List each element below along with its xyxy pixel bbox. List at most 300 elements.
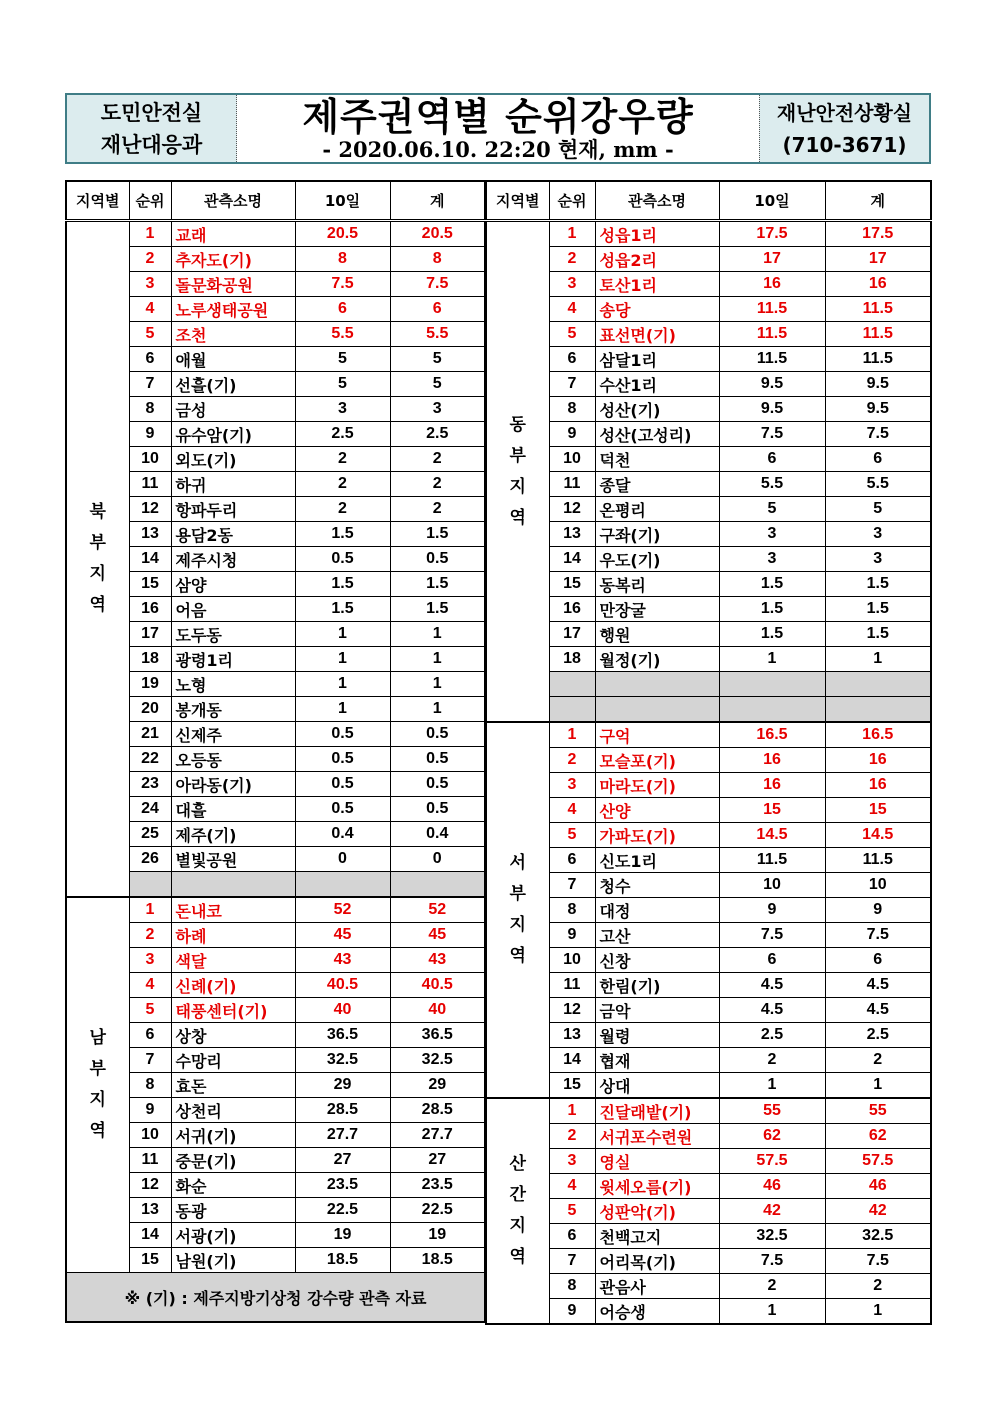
rank-cell: 12 <box>549 998 595 1023</box>
table-row <box>486 1199 931 1224</box>
today-rain-cell: 18.5 <box>295 1248 390 1273</box>
station-name-cell: 성산(기) <box>595 397 719 422</box>
table-row <box>486 247 931 272</box>
today-rain-cell: 7.5 <box>719 923 825 948</box>
rank-cell: 25 <box>129 822 171 847</box>
rank-cell: 8 <box>549 898 595 923</box>
total-rain-cell: 17 <box>825 247 931 272</box>
today-rain-cell: 17.5 <box>719 221 825 247</box>
table-row <box>66 372 485 397</box>
total-rain-cell: 14.5 <box>825 823 931 848</box>
today-rain-cell: 16 <box>719 272 825 297</box>
total-rain-cell: 4.5 <box>825 973 931 998</box>
today-rain-cell: 1 <box>295 697 390 722</box>
table-row <box>66 1048 485 1073</box>
today-rain-cell: 42 <box>719 1199 825 1224</box>
table-row <box>486 1224 931 1249</box>
table-row <box>486 1098 931 1124</box>
table-row <box>66 847 485 872</box>
station-name-cell: 신례(기) <box>171 973 295 998</box>
today-rain-cell: 2 <box>719 1274 825 1299</box>
total-rain-cell: 5 <box>390 372 485 397</box>
empty-cell <box>549 697 595 723</box>
rank-cell: 5 <box>549 1199 595 1224</box>
station-name-cell: 남원(기) <box>171 1248 295 1273</box>
station-name-cell: 도두동 <box>171 622 295 647</box>
empty-cell <box>595 697 719 723</box>
today-rain-cell: 0.5 <box>295 547 390 572</box>
today-rain-cell: 5 <box>719 497 825 522</box>
total-rain-cell: 3 <box>825 522 931 547</box>
station-name-cell: 대정 <box>595 898 719 923</box>
rank-cell: 4 <box>549 1174 595 1199</box>
station-name-cell: 구억 <box>595 722 719 748</box>
station-name-cell: 태풍센터(기) <box>171 998 295 1023</box>
today-rain-cell: 11.5 <box>719 297 825 322</box>
total-rain-cell: 9 <box>825 898 931 923</box>
station-name-cell: 월정(기) <box>595 647 719 672</box>
rank-cell: 7 <box>549 1249 595 1274</box>
table-row <box>486 998 931 1023</box>
station-name-cell: 관음사 <box>595 1274 719 1299</box>
total-rain-cell: 1 <box>825 1299 931 1325</box>
total-rain-cell: 22.5 <box>390 1198 485 1223</box>
total-rain-cell: 1 <box>825 1073 931 1099</box>
today-rain-cell: 10 <box>719 873 825 898</box>
today-rain-cell: 6 <box>719 447 825 472</box>
left-rainfall-table <box>65 180 486 1323</box>
station-name-cell: 노형 <box>171 672 295 697</box>
rank-cell: 9 <box>549 422 595 447</box>
station-name-cell: 외도(기) <box>171 447 295 472</box>
region-label-mountain: 산 간 지 역 <box>486 1098 549 1324</box>
total-rain-cell: 7.5 <box>825 422 931 447</box>
today-rain-cell: 1 <box>719 1073 825 1099</box>
rank-cell: 6 <box>549 1224 595 1249</box>
station-name-cell: 구좌(기) <box>595 522 719 547</box>
station-name-cell: 유수암(기) <box>171 422 295 447</box>
table-row <box>486 547 931 572</box>
today-rain-cell: 1.5 <box>295 572 390 597</box>
table-row <box>486 973 931 998</box>
total-rain-cell: 0.4 <box>390 822 485 847</box>
footnote: ※ (기) : 제주지방기상청 강수량 관측 자료 <box>66 1273 485 1323</box>
region-label-west: 서 부 지 역 <box>486 722 549 1098</box>
report-header <box>65 93 931 164</box>
today-rain-cell: 1 <box>295 622 390 647</box>
total-rain-cell: 2 <box>390 497 485 522</box>
table-row <box>66 822 485 847</box>
col-today: 10일 <box>719 181 825 221</box>
table-row <box>66 647 485 672</box>
rank-cell: 5 <box>129 998 171 1023</box>
today-rain-cell: 27.7 <box>295 1123 390 1148</box>
station-name-cell: 산양 <box>595 798 719 823</box>
table-row <box>486 1149 931 1174</box>
today-rain-cell: 23.5 <box>295 1173 390 1198</box>
rank-cell: 13 <box>129 522 171 547</box>
total-rain-cell: 40 <box>390 998 485 1023</box>
table-row <box>66 897 485 923</box>
total-rain-cell: 36.5 <box>390 1023 485 1048</box>
table-row <box>66 973 485 998</box>
rank-cell: 4 <box>549 798 595 823</box>
today-rain-cell: 4.5 <box>719 973 825 998</box>
rank-cell: 9 <box>549 923 595 948</box>
total-rain-cell: 7.5 <box>390 272 485 297</box>
station-name-cell: 마라도(기) <box>595 773 719 798</box>
total-rain-cell: 20.5 <box>390 221 485 247</box>
table-row <box>486 322 931 347</box>
rank-cell: 11 <box>129 472 171 497</box>
rank-cell: 11 <box>549 472 595 497</box>
station-name-cell: 고산 <box>595 923 719 948</box>
rank-cell: 4 <box>549 297 595 322</box>
total-rain-cell: 2.5 <box>825 1023 931 1048</box>
table-row <box>66 322 485 347</box>
total-rain-cell: 43 <box>390 948 485 973</box>
table-row <box>66 1123 485 1148</box>
table-row <box>486 923 931 948</box>
today-rain-cell: 17 <box>719 247 825 272</box>
total-rain-cell: 23.5 <box>390 1173 485 1198</box>
station-name-cell: 성읍2리 <box>595 247 719 272</box>
rank-cell: 14 <box>129 1223 171 1248</box>
total-rain-cell: 1 <box>390 647 485 672</box>
rank-cell: 26 <box>129 847 171 872</box>
total-rain-cell: 8 <box>390 247 485 272</box>
office-phone: (710-3671) <box>782 133 907 157</box>
today-rain-cell: 2 <box>719 1048 825 1073</box>
rank-cell: 15 <box>129 572 171 597</box>
today-rain-cell: 28.5 <box>295 1098 390 1123</box>
col-total: 계 <box>390 181 485 221</box>
total-rain-cell: 5 <box>390 347 485 372</box>
station-name-cell: 서귀(기) <box>171 1123 295 1148</box>
table-row <box>66 1073 485 1098</box>
station-name-cell: 아라동(기) <box>171 772 295 797</box>
station-name-cell: 진달래밭(기) <box>595 1098 719 1124</box>
office-name: 재난안전상황실 <box>776 101 913 125</box>
total-rain-cell: 1.5 <box>390 522 485 547</box>
rank-cell: 14 <box>549 547 595 572</box>
today-rain-cell: 0.5 <box>295 747 390 772</box>
today-rain-cell: 1 <box>295 672 390 697</box>
table-row <box>486 572 931 597</box>
table-row <box>486 898 931 923</box>
rank-cell: 18 <box>129 647 171 672</box>
contact-label <box>759 95 929 162</box>
total-rain-cell: 1 <box>390 672 485 697</box>
today-rain-cell: 11.5 <box>719 347 825 372</box>
total-rain-cell: 16.5 <box>825 722 931 748</box>
rank-cell: 5 <box>549 322 595 347</box>
table-row <box>486 447 931 472</box>
today-rain-cell: 57.5 <box>719 1149 825 1174</box>
empty-cell <box>549 672 595 697</box>
today-rain-cell: 9.5 <box>719 372 825 397</box>
table-row <box>66 772 485 797</box>
total-rain-cell: 5.5 <box>825 472 931 497</box>
station-name-cell: 월령 <box>595 1023 719 1048</box>
table-row <box>486 522 931 547</box>
table-row <box>66 1198 485 1223</box>
rank-cell: 10 <box>129 1123 171 1148</box>
today-rain-cell: 5 <box>295 372 390 397</box>
page-title: 제주권역별 순위강우량 <box>302 95 694 139</box>
empty-cell <box>719 672 825 697</box>
table-row <box>66 497 485 522</box>
empty-row <box>486 672 931 697</box>
station-name-cell: 애월 <box>171 347 295 372</box>
total-rain-cell: 1 <box>390 622 485 647</box>
table-row <box>486 1274 931 1299</box>
station-name-cell: 온평리 <box>595 497 719 522</box>
table-row <box>66 1248 485 1273</box>
table-header-row <box>486 181 931 221</box>
total-rain-cell: 3 <box>390 397 485 422</box>
empty-cell <box>390 872 485 898</box>
rank-cell: 4 <box>129 973 171 998</box>
today-rain-cell: 2.5 <box>295 422 390 447</box>
total-rain-cell: 0.5 <box>390 722 485 747</box>
total-rain-cell: 15 <box>825 798 931 823</box>
rank-cell: 13 <box>549 1023 595 1048</box>
today-rain-cell: 36.5 <box>295 1023 390 1048</box>
table-row <box>486 1023 931 1048</box>
total-rain-cell: 11.5 <box>825 297 931 322</box>
empty-cell <box>295 872 390 898</box>
station-name-cell: 종달 <box>595 472 719 497</box>
table-row <box>66 1023 485 1048</box>
today-rain-cell: 11.5 <box>719 322 825 347</box>
department-line-2: 재난대응과 <box>100 133 203 157</box>
today-rain-cell: 62 <box>719 1124 825 1149</box>
table-row <box>66 747 485 772</box>
table-row <box>66 447 485 472</box>
station-name-cell: 윗세오름(기) <box>595 1174 719 1199</box>
station-name-cell: 어리목(기) <box>595 1249 719 1274</box>
total-rain-cell: 9.5 <box>825 372 931 397</box>
station-name-cell: 오등동 <box>171 747 295 772</box>
station-name-cell: 삼양 <box>171 572 295 597</box>
table-row <box>486 622 931 647</box>
total-rain-cell: 0 <box>390 847 485 872</box>
total-rain-cell: 16 <box>825 748 931 773</box>
table-header-row <box>66 181 485 221</box>
today-rain-cell: 5 <box>295 347 390 372</box>
total-rain-cell: 16 <box>825 272 931 297</box>
today-rain-cell: 19 <box>295 1223 390 1248</box>
rank-cell: 1 <box>549 1098 595 1124</box>
table-row <box>486 297 931 322</box>
rank-cell: 1 <box>129 897 171 923</box>
table-row <box>486 823 931 848</box>
rank-cell: 10 <box>129 447 171 472</box>
empty-cell <box>171 872 295 898</box>
today-rain-cell: 1.5 <box>719 597 825 622</box>
station-name-cell: 하례 <box>171 923 295 948</box>
rank-cell: 1 <box>129 221 171 247</box>
station-name-cell: 제주(기) <box>171 822 295 847</box>
total-rain-cell: 57.5 <box>825 1149 931 1174</box>
station-name-cell: 청수 <box>595 873 719 898</box>
today-rain-cell: 3 <box>719 547 825 572</box>
table-row <box>66 1173 485 1198</box>
total-rain-cell: 27 <box>390 1148 485 1173</box>
table-row <box>486 597 931 622</box>
rank-cell: 21 <box>129 722 171 747</box>
table-row <box>486 497 931 522</box>
col-today: 10일 <box>295 181 390 221</box>
rank-cell: 9 <box>129 422 171 447</box>
today-rain-cell: 29 <box>295 1073 390 1098</box>
today-rain-cell: 16 <box>719 748 825 773</box>
rank-cell: 22 <box>129 747 171 772</box>
table-row <box>66 948 485 973</box>
rank-cell: 1 <box>549 221 595 247</box>
rank-cell: 6 <box>129 347 171 372</box>
rank-cell: 6 <box>549 347 595 372</box>
rank-cell: 19 <box>129 672 171 697</box>
total-rain-cell: 17.5 <box>825 221 931 247</box>
total-rain-cell: 55 <box>825 1098 931 1124</box>
rank-cell: 12 <box>129 1173 171 1198</box>
table-row <box>486 873 931 898</box>
rank-cell: 5 <box>549 823 595 848</box>
rank-cell: 5 <box>129 322 171 347</box>
station-name-cell: 행원 <box>595 622 719 647</box>
today-rain-cell: 0.5 <box>295 772 390 797</box>
total-rain-cell: 52 <box>390 897 485 923</box>
timestamp-subtitle: - 2020.06.10. 22:20 현재, mm - <box>322 137 674 162</box>
table-row <box>486 748 931 773</box>
title-block <box>237 95 759 162</box>
station-name-cell: 금악 <box>595 998 719 1023</box>
department-label <box>67 95 237 162</box>
empty-cell <box>129 872 171 898</box>
today-rain-cell: 8 <box>295 247 390 272</box>
rank-cell: 12 <box>129 497 171 522</box>
total-rain-cell: 7.5 <box>825 923 931 948</box>
today-rain-cell: 5.5 <box>295 322 390 347</box>
table-row <box>66 572 485 597</box>
station-name-cell: 영실 <box>595 1149 719 1174</box>
rank-cell: 17 <box>129 622 171 647</box>
footnote-row <box>66 1273 485 1323</box>
station-name-cell: 제주시청 <box>171 547 295 572</box>
today-rain-cell: 20.5 <box>295 221 390 247</box>
today-rain-cell: 11.5 <box>719 848 825 873</box>
station-name-cell: 금성 <box>171 397 295 422</box>
today-rain-cell: 0 <box>295 847 390 872</box>
total-rain-cell: 3 <box>825 547 931 572</box>
station-name-cell: 광령1리 <box>171 647 295 672</box>
rank-cell: 16 <box>129 597 171 622</box>
today-rain-cell: 43 <box>295 948 390 973</box>
rank-cell: 11 <box>129 1148 171 1173</box>
station-name-cell: 신도1리 <box>595 848 719 873</box>
table-row <box>486 422 931 447</box>
today-rain-cell: 0.5 <box>295 797 390 822</box>
total-rain-cell: 42 <box>825 1199 931 1224</box>
empty-cell <box>595 672 719 697</box>
today-rain-cell: 15 <box>719 798 825 823</box>
today-rain-cell: 2.5 <box>719 1023 825 1048</box>
total-rain-cell: 29 <box>390 1073 485 1098</box>
station-name-cell: 상창 <box>171 1023 295 1048</box>
today-rain-cell: 5.5 <box>719 472 825 497</box>
rank-cell: 7 <box>129 372 171 397</box>
table-row <box>66 397 485 422</box>
today-rain-cell: 16 <box>719 773 825 798</box>
total-rain-cell: 32.5 <box>390 1048 485 1073</box>
col-region: 지역별 <box>66 181 129 221</box>
col-total: 계 <box>825 181 931 221</box>
today-rain-cell: 1.5 <box>719 622 825 647</box>
total-rain-cell: 27.7 <box>390 1123 485 1148</box>
today-rain-cell: 6 <box>295 297 390 322</box>
station-name-cell: 돌문화공원 <box>171 272 295 297</box>
table-row <box>66 722 485 747</box>
today-rain-cell: 2 <box>295 497 390 522</box>
station-name-cell: 색달 <box>171 948 295 973</box>
station-name-cell: 신창 <box>595 948 719 973</box>
station-name-cell: 동복리 <box>595 572 719 597</box>
total-rain-cell: 16 <box>825 773 931 798</box>
today-rain-cell: 1 <box>719 1299 825 1325</box>
region-label-south: 남 부 지 역 <box>66 897 129 1273</box>
today-rain-cell: 1 <box>295 647 390 672</box>
today-rain-cell: 7.5 <box>719 1249 825 1274</box>
table-row <box>486 848 931 873</box>
rank-cell: 2 <box>549 247 595 272</box>
total-rain-cell: 6 <box>390 297 485 322</box>
today-rain-cell: 40.5 <box>295 973 390 998</box>
table-row <box>486 1299 931 1325</box>
region-label-east: 동 부 지 역 <box>486 221 549 723</box>
rank-cell: 10 <box>549 447 595 472</box>
today-rain-cell: 3 <box>719 522 825 547</box>
table-row <box>66 622 485 647</box>
total-rain-cell: 5.5 <box>390 322 485 347</box>
station-name-cell: 상대 <box>595 1073 719 1099</box>
station-name-cell: 대흘 <box>171 797 295 822</box>
table-row <box>66 297 485 322</box>
table-row <box>66 998 485 1023</box>
today-rain-cell: 2 <box>295 472 390 497</box>
rank-cell: 6 <box>549 848 595 873</box>
rank-cell: 4 <box>129 297 171 322</box>
rank-cell: 3 <box>549 773 595 798</box>
today-rain-cell: 1.5 <box>295 522 390 547</box>
today-rain-cell: 32.5 <box>719 1224 825 1249</box>
rank-cell: 8 <box>549 397 595 422</box>
today-rain-cell: 14.5 <box>719 823 825 848</box>
table-row <box>66 522 485 547</box>
total-rain-cell: 2 <box>825 1048 931 1073</box>
table-row <box>486 948 931 973</box>
table-row <box>66 672 485 697</box>
rank-cell: 8 <box>549 1274 595 1299</box>
table-row <box>66 597 485 622</box>
station-name-cell: 상천리 <box>171 1098 295 1123</box>
total-rain-cell: 11.5 <box>825 347 931 372</box>
table-row <box>66 1098 485 1123</box>
today-rain-cell: 3 <box>295 397 390 422</box>
today-rain-cell: 6 <box>719 948 825 973</box>
station-name-cell: 한림(기) <box>595 973 719 998</box>
